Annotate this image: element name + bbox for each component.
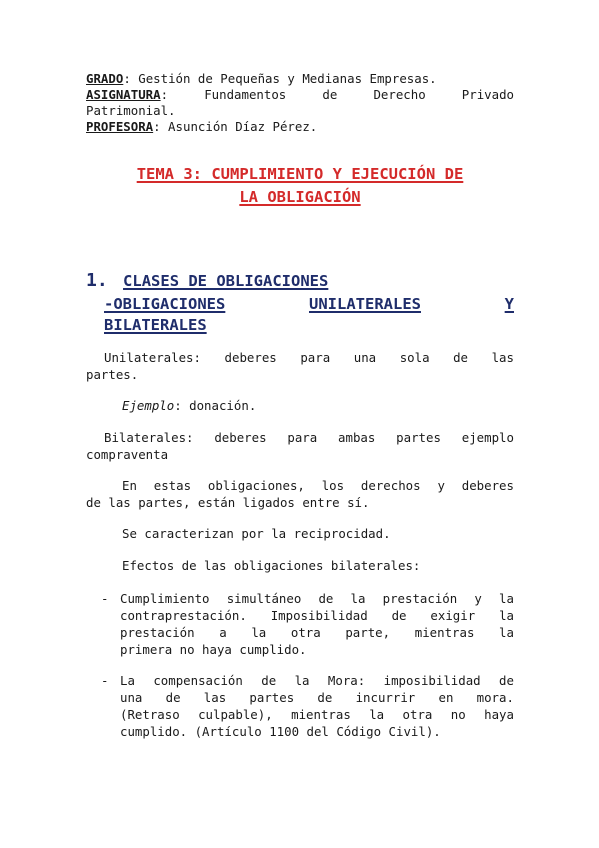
word: ambas [338, 430, 376, 445]
word: la [294, 673, 310, 688]
word: de [261, 673, 277, 688]
word: de [318, 591, 334, 606]
bullet-dash: - [101, 673, 109, 688]
estas-line2: de las partes, están ligados entre sí. [86, 495, 370, 510]
section-heading-word: Y [504, 295, 514, 313]
word: una [120, 690, 143, 705]
bullet1-line2 [120, 607, 514, 624]
word: culpable), [198, 707, 273, 722]
section-heading-text3: BILATERALES [104, 316, 207, 334]
section-heading-line1 [86, 270, 514, 292]
page-title-line2 [86, 186, 514, 208]
asignatura-word: Derecho [373, 87, 426, 102]
word: de [317, 690, 333, 705]
grado-value: : Gestión de Pequeñas y Medianas Empresas. [123, 71, 437, 86]
word: (Retraso [120, 707, 180, 722]
word: las [491, 350, 514, 365]
word: partes [396, 430, 441, 445]
asignatura-colon: : [160, 87, 169, 102]
bullet1-line3 [120, 624, 514, 641]
word: la [369, 707, 385, 722]
ejemplo-line [122, 397, 550, 414]
section-heading-line3 [104, 314, 532, 336]
asignatura-line [86, 87, 514, 103]
word: obligaciones, [207, 478, 305, 493]
word: imposibilidad [383, 673, 481, 688]
word: para [287, 430, 318, 445]
unilaterales-line1 [104, 349, 514, 366]
title-line2: LA OBLIGACIÓN [239, 188, 361, 206]
ejemplo-label: Ejemplo [122, 398, 175, 413]
word: la [499, 591, 514, 606]
word: Imposibilidad [270, 608, 368, 623]
bullet1-line4: primera no haya cumplido. [120, 642, 307, 657]
asignatura-label: ASIGNATURA [86, 87, 161, 102]
word: derechos [360, 478, 421, 493]
word: La [120, 673, 135, 688]
word: Cumplimiento [120, 591, 210, 606]
word: otra [290, 625, 321, 640]
word: sola [399, 350, 430, 365]
word: y [437, 478, 445, 493]
section-number: 1. [86, 270, 108, 291]
word: y [474, 591, 482, 606]
word: simultáneo [226, 591, 302, 606]
section-heading-line2 [104, 293, 514, 315]
word: partes [249, 690, 295, 705]
bullet2-line4: cumplido. (Artículo 1100 del Código Civil). [120, 724, 441, 739]
word: la [251, 625, 267, 640]
unilaterales-line2: partes. [86, 367, 139, 382]
word: la [350, 591, 366, 606]
bilaterales-line2: compraventa [86, 447, 169, 462]
word: mientras [414, 625, 475, 640]
word: las [203, 690, 227, 705]
word: mora. [476, 690, 514, 705]
word: de [165, 690, 181, 705]
estas-line1 [122, 477, 514, 494]
efectos-line: Efectos de las obligaciones bilaterales: [122, 558, 421, 573]
bullet-dash: - [101, 591, 109, 606]
word: Mora: [327, 673, 366, 688]
word: no [450, 707, 466, 722]
title-line1: TEMA 3: CUMPLIMIENTO Y EJECUCIÓN DE [136, 165, 464, 183]
reciprocidad-line: Se caracterizan por la reciprocidad. [122, 526, 391, 541]
word: los [321, 478, 345, 493]
profesora-line [86, 119, 514, 135]
asignatura-word: Fundamentos [204, 87, 287, 102]
bullet1-line1 [120, 590, 514, 607]
word: contraprestación. [120, 608, 247, 623]
grado-label: GRADO [86, 71, 124, 86]
asignatura-continuation: Patrimonial. [86, 103, 176, 118]
word: exigir [430, 608, 476, 623]
section-heading-word: UNILATERALES [309, 295, 421, 313]
profesora-value: : Asunción Díaz Pérez. [153, 119, 318, 134]
word: en [438, 690, 454, 705]
word: de [453, 350, 469, 365]
word: otra [402, 707, 433, 722]
word: haya [484, 707, 514, 722]
word: incurrir [355, 690, 416, 705]
bullet2-line3 [120, 706, 514, 723]
grado-line [86, 71, 514, 87]
word: deberes [461, 478, 514, 493]
word: una [353, 350, 377, 365]
word: Bilaterales: [104, 430, 194, 445]
asignatura-first [86, 87, 168, 103]
word: para [300, 350, 331, 365]
word: parte, [345, 625, 391, 640]
page-title-line1 [86, 163, 514, 185]
word: deberes [214, 430, 267, 445]
word: Unilaterales: [104, 350, 201, 365]
word: la [499, 625, 514, 640]
word: ejemplo [461, 430, 514, 445]
bullet2-line1 [120, 672, 514, 689]
word: En [122, 478, 137, 493]
asignatura-word: Privado [461, 87, 514, 102]
word: prestación [120, 625, 195, 640]
asignatura-word: de [322, 87, 338, 102]
word: mientras [291, 707, 351, 722]
word: a [219, 625, 227, 640]
word: prestación [382, 591, 458, 606]
word: estas [153, 478, 192, 493]
word: de [391, 608, 407, 623]
word: compensación [153, 673, 243, 688]
word: deberes [224, 350, 277, 365]
word: de [499, 673, 514, 688]
bilaterales-line1 [104, 429, 514, 446]
section-heading-word: -OBLIGACIONES [104, 295, 226, 313]
word: la [499, 608, 514, 623]
ejemplo-value: : donación. [174, 398, 257, 413]
bullet2-line2 [120, 689, 514, 706]
profesora-label: PROFESORA [86, 119, 154, 134]
section-heading-text1: CLASES DE OBLIGACIONES [123, 272, 329, 290]
